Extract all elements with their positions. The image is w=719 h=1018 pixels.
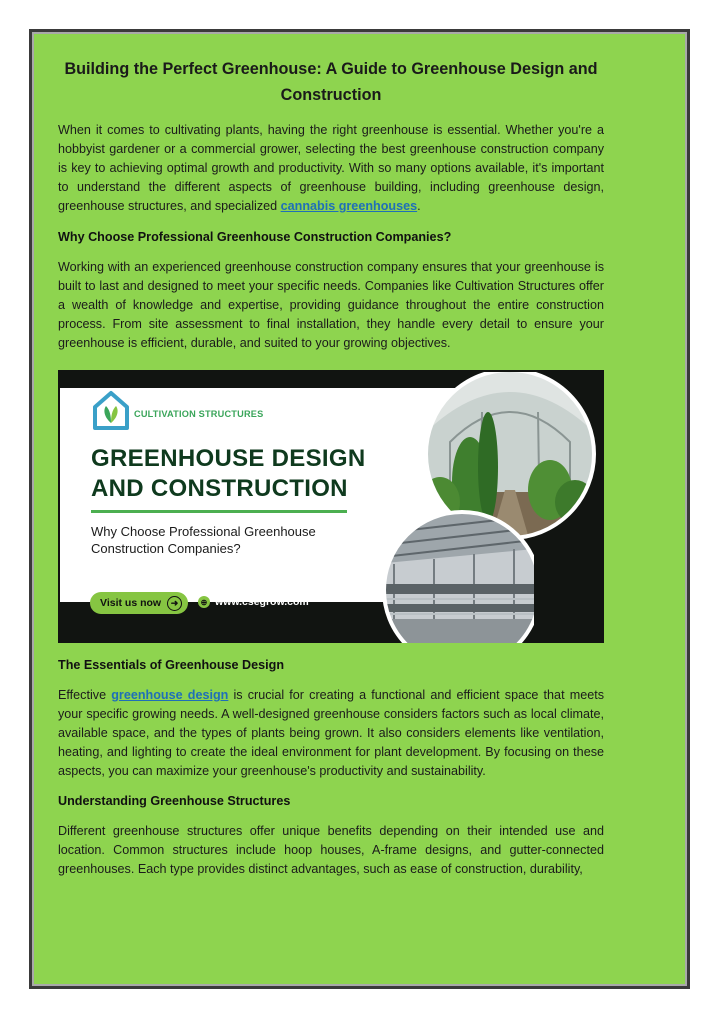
visit-us-button[interactable]: Visit us now ➜ — [90, 592, 188, 614]
arrow-right-icon: ➜ — [167, 596, 182, 611]
greenhouse-structure-photo — [374, 504, 534, 643]
banner-divider — [91, 510, 347, 513]
page-title: Building the Perfect Greenhouse: A Guide to Greenhouse Design and Construction — [64, 60, 598, 104]
cultivation-structures-logo-icon — [92, 390, 130, 434]
document-body — [58, 56, 604, 879]
structures-paragraph: Different greenhouse structures offer unique benefits depending on their intended use and location. Common structures include hoop houses, A-frame designs, and gutter-connected greenhouses. Each type provides distinct advantages, such as ease of construction, durability, — [58, 824, 604, 876]
greenhouse-design-link[interactable]: greenhouse design — [111, 688, 229, 702]
section-heading-structures: Understanding Greenhouse Structures — [58, 794, 291, 808]
banner-subtitle: Why Choose Professional Greenhouse Construction Companies? — [91, 524, 316, 556]
why-choose-paragraph: Working with an experienced greenhouse construction company ensures that your greenhouse is built to last and designed to meet your specific needs. Companies like Cultivation Structures offer a wealth of knowledge and expertise, providing guidance throughout the entire construction process. From site assessment to final installation, they handle every detail to ensure your greenhouse is efficient, durable, and suited to your growing objectives. — [58, 260, 604, 350]
globe-icon: ⊕ — [198, 596, 210, 608]
brand-name: CULTIVATION STRUCTURES — [134, 409, 264, 419]
website-link[interactable]: ⊕ www.csegrow.com — [198, 596, 309, 608]
intro-paragraph: When it comes to cultivating plants, having the right greenhouse is essential. Whether you're a hobbyist gardener or a commercial grower, selecting the best greenhouse construction company is key to achieving optimal growth and productivity. With so many options available, it's important to understand the different aspects of greenhouse building, including greenhouse design, greenhouse structures, and specialized cannabis greenhouses. — [58, 123, 604, 213]
intro-text: When it comes to cultivating plants, having the right greenhouse is essential. Whether you're a hobbyist gardener or a commercial grower, selecting the best greenhouse construction company is key to achieving optimal growth and productivity. With so many options available, it's important to understand the different aspects of greenhouse building, including greenhouse design, greenhouse structures, and specialized — [58, 123, 604, 213]
section-heading-essentials: The Essentials of Greenhouse Design — [58, 658, 285, 672]
promo-banner[interactable] — [58, 370, 604, 643]
section-heading-why-choose: Why Choose Professional Greenhouse Construction Companies? — [58, 230, 452, 244]
banner-title: GREENHOUSE DESIGN AND CONSTRUCTION — [91, 445, 366, 502]
cannabis-greenhouses-link[interactable]: cannabis greenhouses — [280, 199, 418, 213]
essentials-paragraph: Effective greenhouse design is crucial for creating a functional and efficient space that meets your specific growing needs. A well-designed greenhouse considers factors such as local climate, available space, and the types of plants being grown. It also considers elements like ventilation, heating, and lighting to create the ideal environment for plant development. By focusing on these aspects, you can maximize your greenhouse's productivity and sustainability. — [58, 688, 605, 778]
